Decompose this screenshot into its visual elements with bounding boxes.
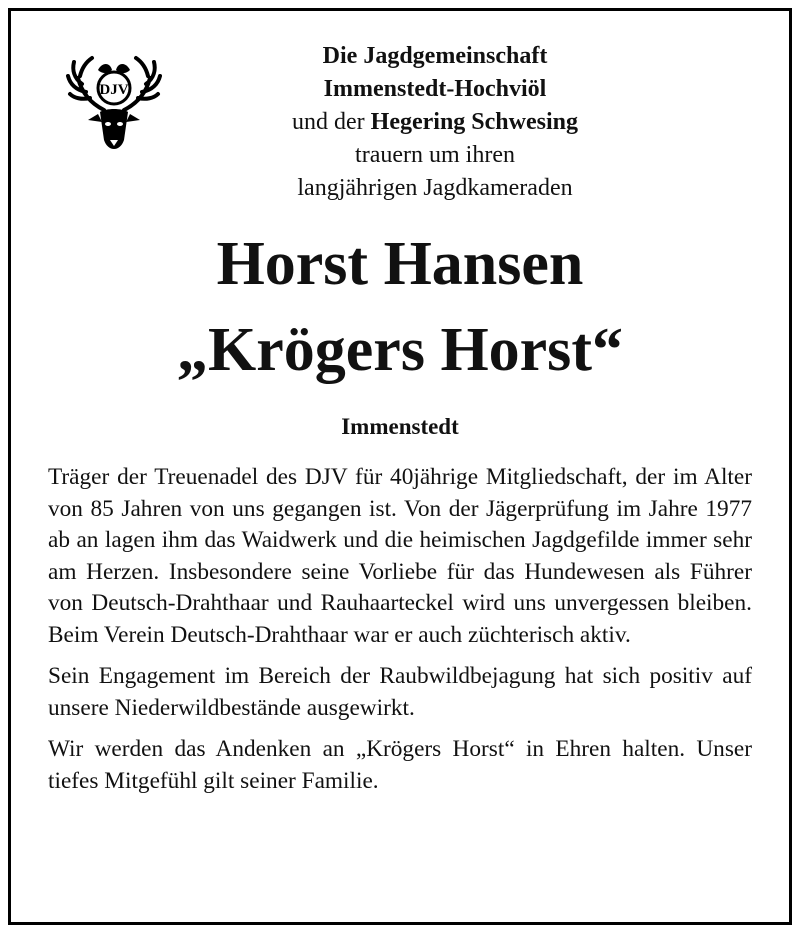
obituary-body <box>48 462 752 807</box>
deceased-place: Immenstedt <box>341 414 459 439</box>
mourners-header <box>200 40 670 205</box>
svg-text:DJV: DJV <box>99 82 129 98</box>
co-mourner-line <box>200 106 670 139</box>
co-mourner-prefix: und der <box>292 109 371 135</box>
body-paragraph-3: Wir werden das Andenken an „Krögers Horst“ in Ehren halten. Unser tiefes Mitgefühl gilt seiner Familie. <box>48 736 752 794</box>
deer-antler-crest-icon <box>64 48 164 162</box>
hunting-group-name: Die Jagdgemeinschaft <box>322 43 548 69</box>
hunting-group-location: Immenstedt-Hochviöl <box>323 76 547 102</box>
co-mourner-name: Hegering Schwesing <box>370 109 578 135</box>
mourning-text-1: trauern um ihren <box>355 142 515 168</box>
body-paragraph-2: Sein Engagement im Bereich der Raubwildbejagung hat sich positiv auf unsere Niederwildbestände ausgewirkt. <box>48 663 752 721</box>
deceased-nickname: „Krögers Horst“ <box>177 316 623 384</box>
deceased-name: Horst Hansen <box>216 230 584 298</box>
mourning-text-2: langjährigen Jagdkameraden <box>297 175 573 201</box>
body-paragraph-1: Träger der Treuenadel des DJV für 40jährige Mitgliedschaft, der im Alter von 85 Jahren von uns gegangen ist. Von der Jägerprüfung im Jahre 1977 ab an lagen ihm das Waidwerk und die heimischen Jagdgefilde immer sehr am Herzen. Insbesondere seine Vorliebe für das Hundewesen als Führer von Deutsch-Drahthaar und Rauhaarteckel wird uns unvergessen bleiben. Beim Verein Deutsch-Drahthaar war er auch züchterisch aktiv. <box>48 464 752 648</box>
